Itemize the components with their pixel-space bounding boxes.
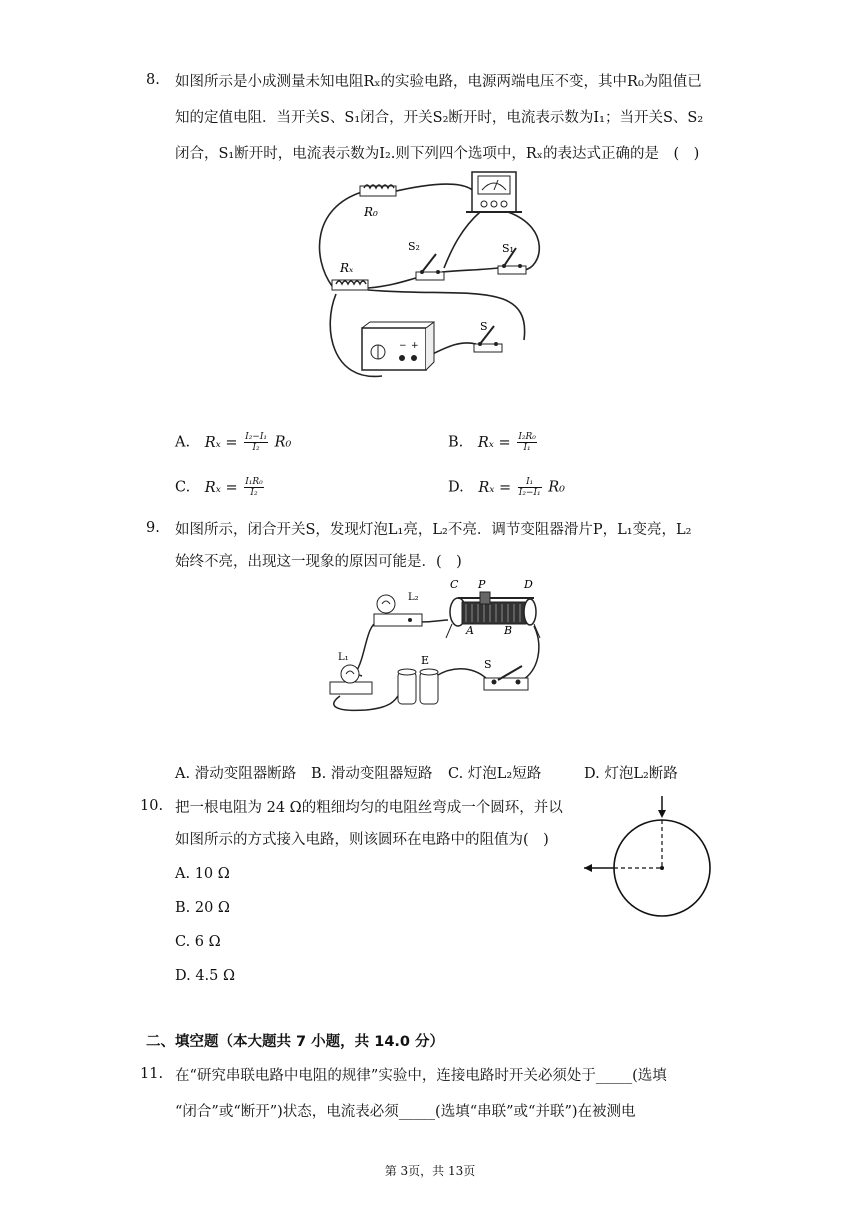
question-8-option-a[interactable] — [175, 432, 291, 453]
question-10-option-b[interactable]: B. 20 Ω — [175, 900, 230, 916]
svg-text:+: + — [411, 341, 419, 351]
switch-s-icon — [474, 326, 502, 352]
question-8-line-2: 知的定值电阻．当开关S、S₁闭合，开关S₂断开时，电流表示数为I₁；当开关S、S₂ — [175, 110, 704, 126]
option-b-denominator: I₁ — [523, 443, 531, 453]
option-d-prefix: D. — [448, 479, 464, 496]
question-9-option-a[interactable]: A. 滑动变阻器断路 — [175, 766, 297, 782]
label-d: D — [524, 578, 533, 591]
down-arrow-icon — [658, 810, 666, 818]
option-a-numerator: I₂−I₁ — [245, 432, 268, 442]
option-d-numerator: I₁ — [518, 477, 542, 488]
question-9-option-b[interactable]: B. 滑动变阻器短路 — [311, 766, 433, 782]
option-c-numerator: I₁R₀ — [245, 477, 263, 487]
circuit-figure-q9 — [326, 576, 548, 718]
option-c-prefix: C. — [175, 479, 191, 496]
question-8-option-c[interactable] — [175, 477, 266, 498]
label-a: A — [466, 624, 474, 637]
label-e: E — [421, 654, 430, 667]
option-a-denominator: I₂ — [252, 443, 260, 453]
label-p: P — [478, 578, 486, 591]
label-l2: L₂ — [408, 592, 419, 603]
question-10-line-1: 把一根电阻为 24 Ω的粗细均匀的电阻丝弯成一个圆环，并以 — [175, 800, 563, 816]
bulb-l1-icon — [330, 665, 372, 694]
resistor-r0-icon — [360, 185, 396, 196]
option-a-lhs: Rₓ = — [204, 434, 238, 451]
question-8-option-b[interactable] — [448, 432, 539, 453]
option-c-fraction — [244, 477, 264, 498]
label-s2: S₂ — [408, 240, 420, 253]
option-d-tail: R₀ — [548, 479, 565, 496]
option-d-fraction — [518, 477, 542, 498]
label-s-q9: S — [484, 658, 492, 671]
rheostat-icon — [446, 592, 540, 638]
option-d-lhs: Rₓ = — [478, 479, 512, 496]
question-8-number: 8. — [146, 72, 160, 88]
question-10-option-a[interactable]: A. 10 Ω — [175, 866, 230, 882]
question-8-line-1: 如图所示是小成测量未知电阻Rₓ的实验电路，电源两端电压不变，其中R₀为阻值已 — [175, 74, 702, 90]
svg-text:−: − — [399, 341, 407, 351]
question-11-number: 11. — [140, 1066, 164, 1082]
option-b-fraction — [517, 432, 537, 453]
question-9-line-1: 如图所示，闭合开关S，发现灯泡L₁亮，L₂不亮．调节变阻器滑片P，L₁变亮，L₂ — [175, 522, 692, 538]
question-11-line-1: 在“研究串联电路中电阻的规律”实验中，连接电路时开关必须处于_____(选填 — [175, 1068, 667, 1084]
question-10-line-2: 如图所示的方式接入电路，则该圆环在电路中的阻值为( ) — [175, 832, 549, 848]
page-footer: 第 3页，共 13页 — [384, 1164, 476, 1178]
question-9-option-d[interactable]: D. 灯泡L₂断路 — [584, 766, 678, 782]
question-8-line-3: 闭合，S₁断开时，电流表示数为I₂.则下列四个选项中，Rₓ的表达式正确的是 ( ) — [175, 146, 700, 162]
question-9-number: 9. — [146, 520, 160, 536]
circuit-figure-q8 — [312, 168, 548, 384]
question-9-option-c[interactable]: C. 灯泡L₂短路 — [448, 766, 542, 782]
option-c-denominator: I₂ — [250, 488, 258, 498]
label-rx: Rₓ — [340, 261, 354, 275]
question-9-line-2: 始终不亮，出现这一现象的原因可能是．( ) — [175, 554, 462, 570]
option-d-denominator: I₂−I₁ — [518, 488, 541, 498]
label-r0: R₀ — [364, 205, 378, 219]
option-a-prefix: A. — [175, 434, 191, 451]
ring-figure-q10 — [580, 792, 720, 922]
label-c: C — [450, 578, 459, 591]
label-s: S — [480, 320, 488, 333]
question-10-option-c[interactable]: C. 6 Ω — [175, 934, 221, 950]
resistor-rx-icon — [332, 280, 368, 290]
center-dot — [660, 866, 664, 870]
power-supply-icon — [362, 322, 434, 370]
option-b-prefix: B. — [448, 434, 464, 451]
battery-e-icon — [398, 669, 438, 704]
label-s1: S₁ — [502, 242, 514, 255]
label-b: B — [504, 624, 513, 637]
question-10-number: 10. — [140, 798, 164, 814]
section-heading-fill-in: 二、填空题（本大题共 7 小题，共 14.0 分） — [146, 1034, 445, 1050]
option-a-tail: R₀ — [274, 434, 292, 451]
left-arrow-icon — [584, 864, 592, 872]
question-8-option-d[interactable] — [448, 477, 565, 498]
option-b-numerator: I₂R₀ — [518, 432, 536, 442]
option-a-fraction — [244, 432, 268, 453]
option-b-lhs: Rₓ = — [477, 434, 511, 451]
question-10-option-d[interactable]: D. 4.5 Ω — [175, 968, 236, 984]
question-11-line-2: “闭合”或“断开”)状态，电流表必须_____(选填“串联”或“并联”)在被测电 — [175, 1104, 636, 1120]
switch-s2-icon — [416, 254, 444, 280]
option-c-lhs: Rₓ = — [204, 479, 238, 496]
label-l1: L₁ — [338, 652, 349, 663]
ammeter-icon — [466, 172, 522, 212]
